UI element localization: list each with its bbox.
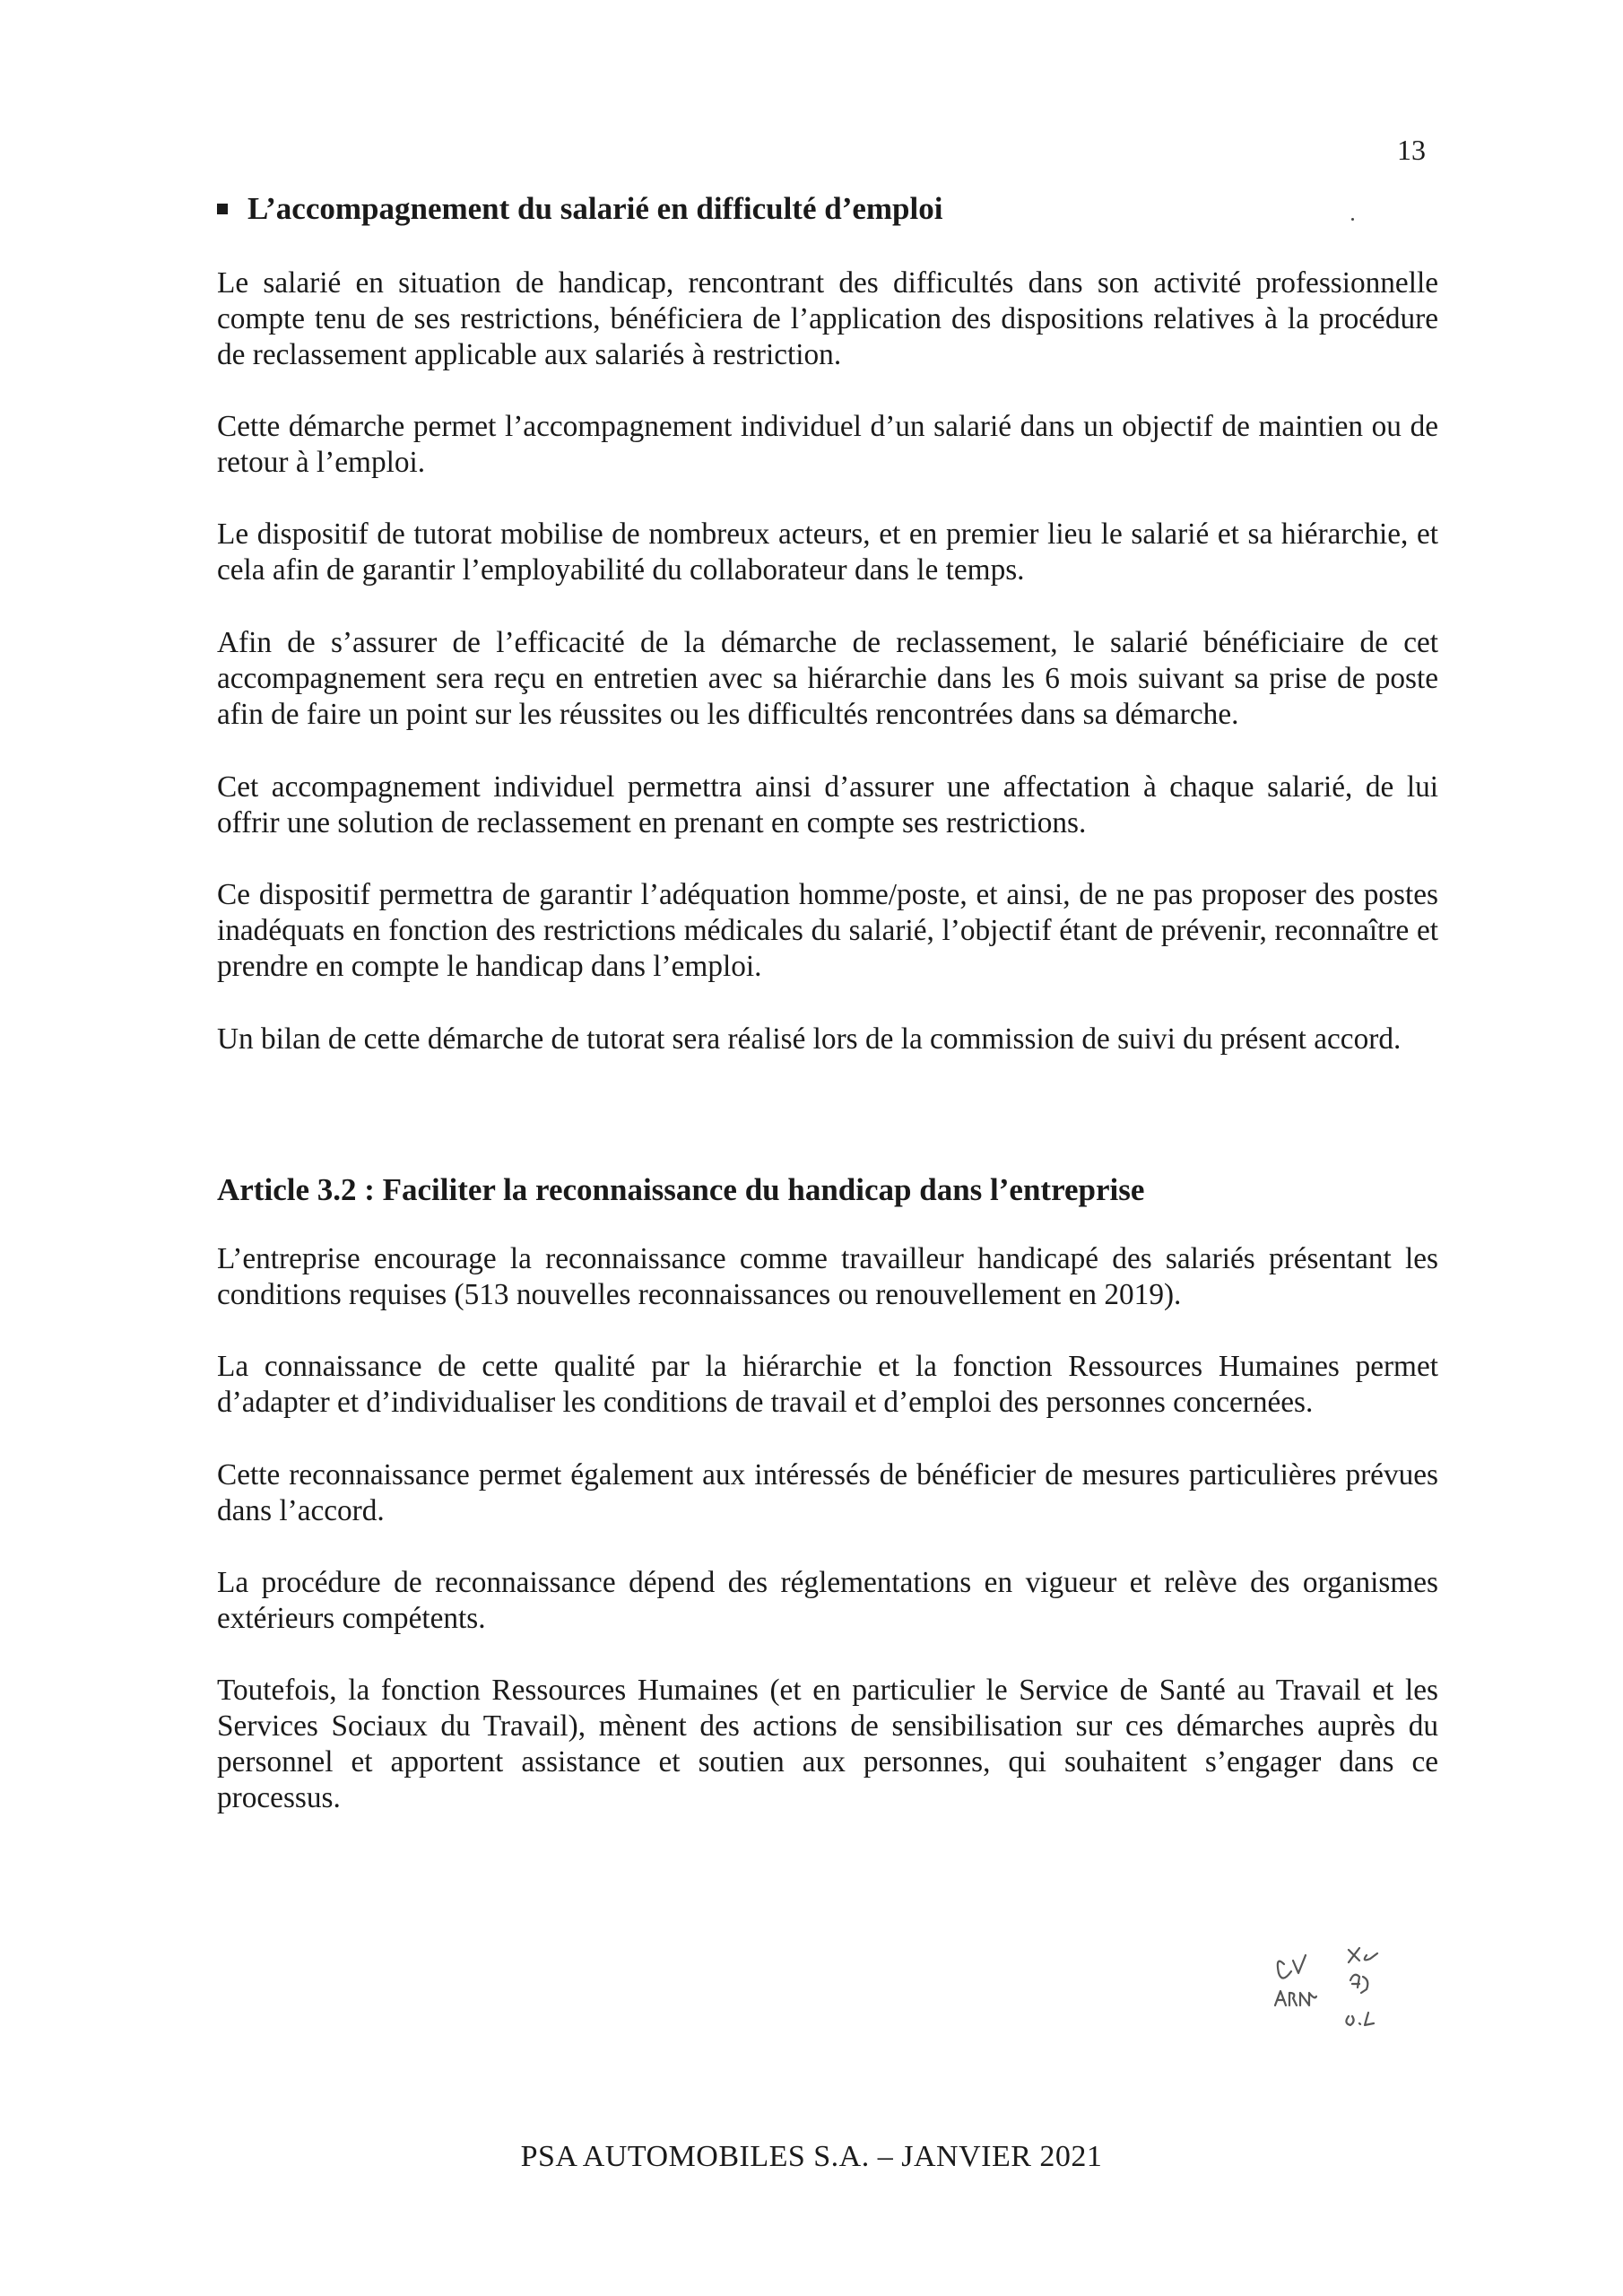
paragraph-text: Ce dispositif permettra de garantir l’adéquation homme/poste, et ainsi, de ne pas proposer des postes inadéquats en fonction des restrictions médicales du salarié, l’objectif étant de prévenir, reconnaître et prendre en compte le handicap dans l’emploi. [217, 878, 1438, 983]
section-paragraph-3 [217, 517, 1438, 588]
paragraph-text: Le salarié en situation de handicap, rencontrant des difficultés dans son activité professionnelle compte tenu de ses restrictions, bénéficiera de l’application des dispositions relatives à la procédure de reclassement applicable aux salariés à restriction. [217, 266, 1438, 371]
article-paragraph-2 [217, 1349, 1438, 1421]
paragraph-text: La procédure de reconnaissance dépend des réglementations en vigueur et relève des organismes extérieurs compétents. [217, 1566, 1438, 1635]
page-footer: PSA AUTOMOBILES S.A. – JANVIER 2021 [520, 2140, 1103, 2173]
section-paragraph-5 [217, 770, 1438, 841]
paragraph-text: Le dispositif de tutorat mobilise de nombreux acteurs, et en premier lieu le salarié et sa hiérarchie, et cela afin de garantir l’employabilité du collaborateur dans le temps. [217, 517, 1438, 587]
handwritten-initials [1273, 1937, 1453, 2054]
section-paragraph-2 [217, 409, 1438, 481]
scan-speck [1351, 218, 1354, 221]
section-paragraph-1 [217, 265, 1438, 373]
section-paragraph-4 [217, 625, 1438, 733]
bullet-icon [217, 204, 228, 214]
section-paragraph-7 [217, 1022, 1438, 1057]
article-paragraph-5 [217, 1673, 1438, 1816]
paragraph-text: Afin de s’assurer de l’efficacité de la démarche de reclassement, le salarié bénéficiaire de cet accompagnement sera reçu en entretien avec sa hiérarchie dans les 6 mois suivant sa prise de poste afin de faire un point sur les réussites ou les difficultés rencontrées dans sa démarche. [217, 626, 1438, 731]
paragraph-text: La connaissance de cette qualité par la hiérarchie et la fonction Ressources Humaines permet d’adapter et d’individualiser les conditions de travail et d’emploi des personnes concernées. [217, 1350, 1438, 1419]
paragraph-text: L’entreprise encourage la reconnaissance comme travailleur handicapé des salariés présentant les conditions requises (513 nouvelles reconnaissances ou renouvellement en 2019). [217, 1242, 1438, 1311]
section-paragraph-6 [217, 877, 1438, 985]
paragraph-text: Cet accompagnement individuel permettra ainsi d’assurer une affectation à chaque salarié, de lui offrir une solution de reclassement en prenant en compte ses restrictions. [217, 770, 1438, 839]
page-number: 13 [1397, 134, 1426, 166]
section-heading [217, 190, 1472, 228]
section-heading-text: L’accompagnement du salarié en difficulté d’emploi [247, 191, 943, 226]
paragraph-text: Cette reconnaissance permet également aux intéressés de bénéficier de mesures particulières prévues dans l’accord. [217, 1458, 1438, 1527]
article-heading: Article 3.2 : Faciliter la reconnaissance du handicap dans l’entreprise [217, 1172, 1145, 1207]
paragraph-text: Toutefois, la fonction Ressources Humaines (et en particulier le Service de Santé au Travail et les Services Sociaux du Travail), mènent des actions de sensibilisation sur ces démarches auprès du personnel et apportent assistance et soutien aux personnes, qui souhaitent s’engager dans ce processus. [217, 1674, 1438, 1814]
paragraph-text: Un bilan de cette démarche de tutorat sera réalisé lors de la commission de suivi du présent accord. [217, 1022, 1402, 1056]
article-paragraph-4 [217, 1565, 1438, 1637]
article-paragraph-1 [217, 1241, 1438, 1313]
paragraph-text: Cette démarche permet l’accompagnement individuel d’un salarié dans un objectif de maintien ou de retour à l’emploi. [217, 410, 1438, 479]
article-paragraph-3 [217, 1457, 1438, 1529]
